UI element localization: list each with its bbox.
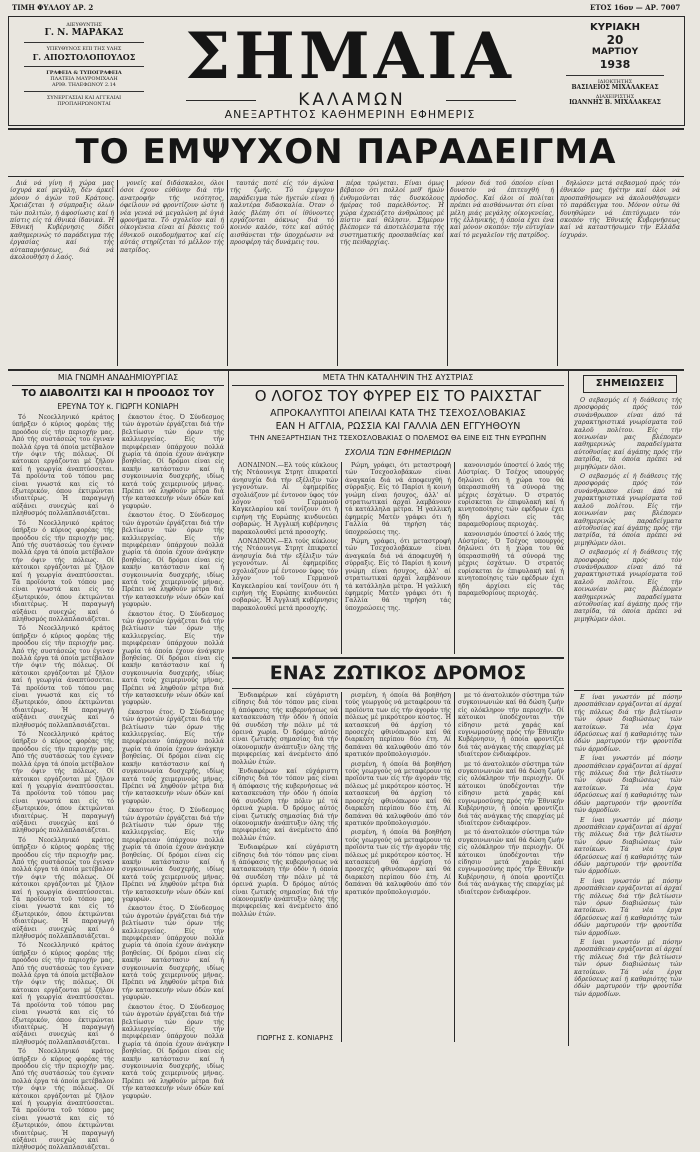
lead-bottom-rule	[8, 369, 684, 371]
center-article-deck-1: ΑΠΡΟΚΑΛΥΠΤΟΙ ΑΠΕΙΛΑΙ ΚΑΤΑ ΤΗΣ ΤΣΕΧΟΣΛΟΒΑΚΙΑΣ	[270, 408, 526, 419]
date-month: ΜΑΡΤΙΟΥ	[591, 47, 639, 57]
center-article-subhead: ΣΧΟΛΙΑ ΤΩΝ ΕΦΗΜΕΡΙΔΩΝ	[344, 448, 452, 457]
lead-column-2: γονεϊς καί διδάσκαλοι, όλοι όσοι έχουν εύθύνην διά τήν ανατροφήν τής νεότητος, όφείλουν νά φροντίζουν ώστε ή νέα γενεά νά μεγαλώνη μέ ύγιά φρονήματα. Τό σχολεϊον καί ή οίκογένεια είναι αί βάσεις τοϋ έθνικοϋ οικοδομήματος καί είς αύτάς στηρίζεται τό μέλλον τής πατρίδος.	[120, 180, 224, 254]
masthead-date-block	[552, 22, 678, 106]
masthead-left-info	[14, 22, 154, 107]
left-article-kicker: ΜΙΑ ΓΝΩΜΗ ΑΝΑΔΗΜΙΟΥΡΓΙΑΣ	[57, 373, 179, 382]
center-article-column-2: Ρώμη, γράφει, ότι μεταστροφή τών Τσεχοσλοβάκων είναι άναγκαία διά νά άποφευχθή ή σύρραξις. Είς τό Παρίσι ή κοινή γνώμη είναι ήσυχος, άλλ' αί στρατιωτικαί άρχαί λαμβάνουν τά κατάλληλα μέτρα. Ή γαλλική έφημερίς Ματέν γράφει ότι ή Γαλλία θά τηρήση τάς ύποχρεώσεις της. Ρώμη, γράφει, ότι μεταστροφή τών Τσεχοσλοβάκων είναι άναγκαία διά νά άποφευχθή ή σύρραξις. Είς τό Παρίσι ή κοινή γνώμη είναι ήσυχος, άλλ' αί στρατιωτικαί άρχαί λαμβάνουν τά κατάλληλα μέτρα. Ή γαλλική έφημερίς Ματέν γράφει ότι ή Γαλλία θά τηρήση τάς ύποχρεώσεις της.	[345, 462, 451, 612]
left-article-byline: ΕΡΕΥΝΑ ΤΟΥ κ. ΓΙΩΡΓΗ ΚΟΝΙΑΡΗ	[57, 402, 179, 411]
second-article-column-1: Ένδιαφέρων καί εύχάριστη είδησις διά τόν τόπον μας είναι ή άπόφασις τής κυβερνήσεως νά κατασκευάση τήν όδόν ή όποία θά συνδέση τήν πόλιν μέ τά όρεινά χωρία. Ό δρόμος αύτός είναι ζωτικής σημασίας διά τήν οίκονομικήν άνάπτυξιν όλης τής περιφερείας καί άνεμένετο άπό πολλών έτών. Ένδιαφέρων καί εύχάριστη είδησις διά τόν τόπον μας είναι ή άπόφασις τής κυβερνήσεως νά κατασκευάση τήν όδόν ή όποία θά συνδέση τήν πόλιν μέ τά όρεινά χωρία. Ό δρόμος αύτός είναι ζωτικής σημασίας διά τήν οίκονομικήν άνάπτυξιν όλης τής περιφερείας καί άνεμένετο άπό πολλών έτών. Ένδιαφέρων καί εύχάριστη είδησις διά τόν τόπον μας είναι ή άπόφασις τής κυβερνήσεως νά κατασκευάση τήν όδόν ή όποία θά συνδέση τήν πόλιν μέ τά όρεινά χωρία. Ό δρόμος αύτός είναι ζωτικής σημασίας διά τήν οίκονομικήν άνάπτυξιν όλης τής περιφερείας καί άνεμένετο άπό πολλών έτών.	[232, 692, 338, 918]
issue-label: ΕΤΟΣ 16ον — ΑΡ. 7007	[590, 3, 681, 12]
lead-column-5: μόνον διά τοϋ όποίου είναι δυνατόν νά έπιτευχθή ή πρόοδος. Καί όλοι οί πολίται πρέπει νά αισθάνωνται ότι είναι μέλη μιάς μεγάλης οίκογενείας, τής έλληνικής, ή όποία έχει ένα καί μόνον σκοπόν: τήν εύτυχίαν καί τό μεγαλεϊον τής πατρίδος.	[450, 180, 554, 239]
manager-name: ΙΩΑΝΝΗΣ Β. ΜΙΧΑΛΑΚΕΑΣ	[569, 99, 661, 106]
center-article-deck-2: ΕΑΝ Η ΑΓΓΛΙΑ, ΡΩΣΣΙΑ ΚΑΙ ΓΑΛΛΙΑ ΔΕΝ ΕΓΓΥΗΘΟΥΝ	[275, 421, 521, 432]
lead-column-6: δηλώσεν μετά σεβασμού πρός τόν έθνικόν μας ήγέτην καί όλοι νά προσπαθήσωμεν νά άκολουθήσωμεν τό παράδειγμα του. Μόνον ούτω θά δυνηθώμεν νά έπιτύχωμεν τόν σκοπόν τής Έθνικής Κυβερνήσεως καί νά καταστήσωμεν τήν Ελλάδα ίσχυράν.	[560, 180, 680, 239]
center-article-kicker: ΜΕΤΑ ΤΗΝ ΚΑΤΑΛΗΨΙΝ ΤΗΣ ΑΥΣΤΡΙΑΣ	[322, 373, 474, 382]
notice-line-1: ΣΥΝΕΡΓΑΣΙΑΙ ΚΑΙ ΑΓΓΕΛΙΑΙ	[46, 95, 122, 101]
lead-column-4: πέρα τρώγεται. Είναι όμως βέβαιον ότι πολλοί μεθ' ήμών ένθυμοϋνται τάς δυσκόλους ήμέρας τοϋ παρελθόντος. Ή χώρα έχρειάζετο άνθρώπους μέ πίστιν καί θέλησιν. Σήμερον βλέπομεν τά άποτελέσματα τής συστηματικής προσπαθείας καί τής πειθαρχίας.	[340, 180, 444, 247]
lead-headline: ΤΟ ΕΜΨΥΧΟΝ ΠΑΡΑΔΕΙΓΜΑ	[75, 132, 617, 172]
date-day: 20	[606, 33, 624, 47]
second-article-column-3: με τό άνατολικόν σύστημα τών συγκοινωνιών καί θά δώση ζωήν είς ολόκληρον τήν περιοχήν. Οί κάτοικοι ύποδέχονται τήν είδησιν μετά χαράς καί ευγνωμοσύνης πρός τήν Έθνικήν Κυβέρνησιν, ή όποία φροντίζει διά τάς ανάγκας τής επαρχίας μέ ιδιαίτερον ένδιαφέρον. με τό άνατολικόν σύστημα τών συγκοινωνιών καί θά δώση ζωήν είς ολόκληρον τήν περιοχήν. Οί κάτοικοι ύποδέχονται τήν είδησιν μετά χαράς καί ευγνωμοσύνης πρός τήν Έθνικήν Κυβέρνησιν, ή όποία φροντίζει διά τάς ανάγκας τής επαρχίας μέ ιδιαίτερον ένδιαφέρον. με τό άνατολικόν σύστημα τών συγκοινωνιών καί θά δώση ζωήν είς ολόκληρον τήν περιοχήν. Οί κάτοικοι ύποδέχονται τήν είδησιν μετά χαράς καί ευγνωμοσύνης πρός τήν Έθνικήν Κυβέρνησιν, ή όποία φροντίζει διά τάς ανάγκας τής επαρχίας μέ ιδιαίτερον ένδιαφέρον.	[458, 692, 564, 896]
director-name: Γ. Ν. ΜΑΡΑΚΑΣ	[44, 28, 124, 38]
newspaper-title: ΣΗΜΑΙΑ	[185, 19, 515, 94]
owner-name: ΒΑΣΙΛΕΙΟΣ ΜΙΧΑΛΑΚΕΑΣ	[571, 84, 659, 91]
subtitle-rule-right	[446, 100, 516, 101]
center-article-headline: Ο ΛΟΓΟΣ ΤΟΥ ΦΥΡΕΡ ΕΙΣ ΤΟ ΡΑΙΧΣΤΑΓ	[254, 387, 542, 405]
center-article-column-3: κανονισμόν ύποστεί ό λαός τής Αύστρίας. Ό Τσέχος υπουργός δηλώνει ότι ή χώρα του θά ύπερασπισθή τά σύνορά της μέχρις έσχάτων. Ό στρατός ευρίσκεται έν έπιφυλακή καί ή κινητοποίησις τών εφέδρων έχει ήδη άρχίσει είς τάς παραμεθορίους περιοχάς. κανονισμόν ύποστεί ό λαός τής Αύστρίας. Ό Τσέχος υπουργός δηλώνει ότι ή χώρα του θά ύπερασπισθή τά σύνορά της μέχρις έσχάτων. Ό στρατός ευρίσκεται έν έπιφυλακή καί ή κινητοποίησις τών εφέδρων έχει ήδη άρχίσει είς τάς παραμεθορίους περιοχάς.	[458, 462, 564, 597]
left-article-headline: ΤΟ ΔΙΑΒΟΛΙΤΣΙ ΚΑΙ Η ΠΡΟΟΔΟΣ ΤΟΥ	[21, 388, 215, 399]
lead-column-1: Διά νά γίνη ή χώρα μας ίσχυρά καί μεγάλη, δέν άρκεϊ μόνον ό άγών τοϋ Κράτους. Χρειάζεται ή σύμπραξις όλων τών πολιτών, ή άφοσίωσις καί ή πίστις είς τά έθνικά ίδανικά. Ή Έθνική Κυβέρνησις δίδει καθημερινώς τό παράδειγμα τής έργασίας καί τής αύταπαρνήσεως, διά νά άκολουθήση ό λαός.	[10, 180, 114, 262]
owner-label: ΙΔΙΟΚΤΗΤΗΣ	[597, 79, 633, 85]
second-article-headline: ΕΝΑΣ ΖΩΤΙΚΟΣ ΔΡΟΜΟΣ	[269, 662, 527, 684]
second-article-column-2: ρισμένη, ή όποία θά βοηθήση τούς γεωργούς νά μεταφέρουν τά προϊόντα των είς τήν άγοράν τής πόλεως μέ μικρότερον κόστος. Ή κατασκευή θά άρχίση τό προσεχές φθινόπωρον καί θά διαρκέση περίπου δύο έτη. Αί δαπάναι θά καλυφθούν άπό τόν κρατικόν προϋπολογισμόν. ρισμένη, ή όποία θά βοηθήση τούς γεωργούς νά μεταφέρουν τά προϊόντα των είς τήν άγοράν τής πόλεως μέ μικρότερον κόστος. Ή κατασκευή θά άρχίση τό προσεχές φθινόπωρον καί θά διαρκέση περίπου δύο έτη. Αί δαπάναι θά καλυφθούν άπό τόν κρατικόν προϋπολογισμόν. ρισμένη, ή όποία θά βοηθήση τούς γεωργούς νά μεταφέρουν τά προϊόντα των είς τήν άγοράν τής πόλεως μέ μικρότερον κόστος. Ή κατασκευή θά άρχίση τό προσεχές φθινόπωρον καί θά διαρκέση περίπου δύο έτη. Αί δαπάναι θά καλυφθούν άπό τόν κρατικόν προϋπολογισμόν.	[345, 692, 451, 896]
manager-label: ΔΙΑΧΕΙΡΙΣΤΗΣ	[595, 94, 635, 100]
newspaper-subtitle: ΚΑΛΑΜΩΝ	[298, 90, 406, 110]
phone-number: ΑΡΙΘ. ΤΗΛΕΦΩΝΟΥ 2.14	[52, 82, 116, 88]
notice-line-2: ΠΡΟΠΛΗΡΩΝΟΝΤΑΙ	[57, 101, 111, 107]
center-article-column-1: ΛΟΝΔΙΝΟΝ.—Ελ τούς κύκλους τής Ντάουνιγκ Στρητ έπικρατεί άνησυχία διά τήν εξέλιξιν τών γεγονότων. Αί έφημερίδες σχολιάζουν μέ έντονον ύφος τόν λόγον τοϋ Γερμανοϋ Καγκελαρίου καί τονίζουν ότι ή ειρήνη τής Ευρώπης κινδυνεύει σοβαρώς. Ή Άγγλική κυβέρνησις παρακολουθεί μετά προσοχής. ΛΟΝΔΙΝΟΝ.—Ελ τούς κύκλους τής Ντάουνιγκ Στρητ έπικρατεί άνησυχία διά τήν εξέλιξιν τών γεγονότων. Αί έφημερίδες σχολιάζουν μέ έντονον ύφος τόν λόγον τοϋ Γερμανοϋ Καγκελαρίου καί τονίζουν ότι ή ειρήνη τής Ευρώπης κινδυνεύει σοβαρώς. Ή Άγγλική κυβέρνησις παρακολουθεί μετά προσοχής.	[232, 462, 338, 612]
sidebar-paragraph-1: Ο σεβασμός εί ή διάθεσις τής προσφοράς πρός τόν συνάνθρωπον είναι άπό τά χαρακτηριστικά γνωρίσματα τοϋ καλοϋ πολίτου. Είς τήν κοινωνίαν μας βλέπομεν καθημερινώς παραδείγματα αύτοθυσίας καί άγάπης πρός τήν πατρίδα, τά όποία πρέπει νά μιμηθώμεν όλοι. Ο σεβασμός εί ή διάθεσις τής προσφοράς πρός τόν συνάνθρωπον είναι άπό τά χαρακτηριστικά γνωρίσματα τοϋ καλοϋ πολίτου. Είς τήν κοινωνίαν μας βλέπομεν καθημερινώς παραδείγματα αύτοθυσίας καί άγάπης πρός τήν πατρίδα, τά όποία πρέπει νά μιμηθώμεν όλοι. Ο σεβασμός εί ή διάθεσις τής προσφοράς πρός τόν συνάνθρωπον είναι άπό τά χαρακτηριστικά γνωρίσματα τοϋ καλοϋ πολίτου. Είς τήν κοινωνίαν μας βλέπομεν καθημερινώς παραδείγματα αύτοθυσίας καί άγάπης πρός τήν πατρίδα, τά όποία πρέπει νά μιμηθώμεν όλοι.	[574, 397, 682, 623]
offices-address: ΠΛΑΤΕΙΑ ΜΑΥΡΟΜΙΧΑΛΗ	[50, 76, 118, 82]
lead-column-3: ταυτάς ποτέ είς τόν άγώνα τής ζωής. Τό έμψυχον παράδειγμα τών ήγετών είναι ή καλυτέρα διδασκαλία. Όταν ό λαός βλέπη ότι οί ίθύνοντες εργάζονται άόκνως διά τό κοινόν καλόν, τότε καί αύτός αισθάνεται τήν ύποχρέωσιν νά προσφέρη τάς δυνάμεις του.	[230, 180, 334, 247]
left-article-column-1: Τό Νεοελληνικό κράτος ύπήρξεν ό κύριος φορέας τής προόδου είς τήν περιοχήν μας. Άπό τής συστάσεώς του έγιναν πολλά έργα τά όποία μετέβαλον τήν όψιν τής πόλεως. Οί κάτοικοι εργάζονται μέ ζήλον καί ή γεωργία άναπτύσσεται. Τά προϊόντα τοϋ τόπου μας είναι γνωστά και είς τό έξωτερικόν, όπου έκτιμώνται ιδιαιτέρως. Ή παραγωγή αύξάνει συνεχώς καί ό πληθυσμός πολλαπλασιάζεται. Τό Νεοελληνικό κράτος ύπήρξεν ό κύριος φορέας τής προόδου είς τήν περιοχήν μας. Άπό τής συστάσεώς του έγιναν πολλά έργα τά όποία μετέβαλον τήν όψιν τής πόλεως. Οί κάτοικοι εργάζονται μέ ζήλον καί ή γεωργία άναπτύσσεται. Τά προϊόντα τοϋ τόπου μας είναι γνωστά και είς τό έξωτερικόν, όπου έκτιμώνται ιδιαιτέρως. Ή παραγωγή αύξάνει συνεχώς καί ό πληθυσμός πολλαπλασιάζεται. Τό Νεοελληνικό κράτος ύπήρξεν ό κύριος φορέας τής προόδου είς τήν περιοχήν μας. Άπό τής συστάσεώς του έγιναν πολλά έργα τά όποία μετέβαλον τήν όψιν τής πόλεως. Οί κάτοικοι εργάζονται μέ ζήλον καί ή γεωργία άναπτύσσεται. Τά προϊόντα τοϋ τόπου μας είναι γνωστά και είς τό έξωτερικόν, όπου έκτιμώνται ιδιαιτέρως. Ή παραγωγή αύξάνει συνεχώς καί ό πληθυσμός πολλαπλασιάζεται. Τό Νεοελληνικό κράτος ύπήρξεν ό κύριος φορέας τής προόδου είς τήν περιοχήν μας. Άπό τής συστάσεώς του έγιναν πολλά έργα τά όποία μετέβαλον τήν όψιν τής πόλεως. Οί κάτοικοι εργάζονται μέ ζήλον καί ή γεωργία άναπτύσσεται. Τά προϊόντα τοϋ τόπου μας είναι γνωστά και είς τό έξωτερικόν, όπου έκτιμώνται ιδιαιτέρως. Ή παραγωγή αύξάνει συνεχώς καί ό πληθυσμός πολλαπλασιάζεται. Τό Νεοελληνικό κράτος ύπήρξεν ό κύριος φορέας τής προόδου είς τήν περιοχήν μας. Άπό τής συστάσεώς του έγιναν πολλά έργα τά όποία μετέβαλον τήν όψιν τής πόλεως. Οί κάτοικοι εργάζονται μέ ζήλον καί ή γεωργία άναπτύσσεται. Τά προϊόντα τοϋ τόπου μας είναι γνωστά και είς τό έξωτερικόν, όπου έκτιμώνται ιδιαιτέρως. Ή παραγωγή αύξάνει συνεχώς καί ό πληθυσμός πολλαπλασιάζεται. Τό Νεοελληνικό κράτος ύπήρξεν ό κύριος φορέας τής προόδου είς τήν περιοχήν μας. Άπό τής συστάσεώς του έγιναν πολλά έργα τά όποία μετέβαλον τήν όψιν τής πόλεως. Οί κάτοικοι εργάζονται μέ ζήλον καί ή γεωργία άναπτύσσεται. Τά προϊόντα τοϋ τόπου μας είναι γνωστά και είς τό έξωτερικόν, όπου έκτιμώνται ιδιαιτέρως. Ή παραγωγή αύξάνει συνεχώς καί ό πληθυσμός πολλαπλασιάζεται. Τό Νεοελληνικό κράτος ύπήρξεν ό κύριος φορέας τής προόδου είς τήν περιοχήν μας. Άπό τής συστάσεώς του έγιναν πολλά έργα τά όποία μετέβαλον τήν όψιν τής πόλεως. Οί κάτοικοι εργάζονται μέ ζήλον καί ή γεωργία άναπτύσσεται. Τά προϊόντα τοϋ τόπου μας είναι γνωστά και είς τό έξωτερικόν, όπου έκτιμώνται ιδιαιτέρως. Ή παραγωγή αύξάνει συνεχώς καί ό πληθυσμός πολλαπλασιάζεται.	[12, 414, 114, 1152]
day-name: ΚΥΡΙΑΚΗ	[590, 22, 640, 33]
second-article-byline: ΓΙΩΡΓΗΣ Σ. ΚΟΝΙΑΡΗΣ	[256, 1034, 334, 1042]
left-article-column-2: έκαστον έτος. Ό Σύνδεσμος τών άγροτών έργάζεται διά τήν βελτίωσιν τών όρων τής καλλιεργείας. Είς τήν περιφέρειαν ύπάρχουν πολλά χωρία τά όποία έχουν άνάγκην βοηθείας. Οί δρόμοι είναι είς κακήν κατάστασιν καί ή συγκοινωνία δυσχερής, ιδίως κατά τούς χειμερινούς μήνας. Πρέπει νά ληφθούν μέτρα διά τήν κατασκευήν νέων όδών καί γεφυρών. έκαστον έτος. Ό Σύνδεσμος τών άγροτών έργάζεται διά τήν βελτίωσιν τών όρων τής καλλιεργείας. Είς τήν περιφέρειαν ύπάρχουν πολλά χωρία τά όποία έχουν άνάγκην βοηθείας. Οί δρόμοι είναι είς κακήν κατάστασιν καί ή συγκοινωνία δυσχερής, ιδίως κατά τούς χειμερινούς μήνας. Πρέπει νά ληφθούν μέτρα διά τήν κατασκευήν νέων όδών καί γεφυρών. έκαστον έτος. Ό Σύνδεσμος τών άγροτών έργάζεται διά τήν βελτίωσιν τών όρων τής καλλιεργείας. Είς τήν περιφέρειαν ύπάρχουν πολλά χωρία τά όποία έχουν άνάγκην βοηθείας. Οί δρόμοι είναι είς κακήν κατάστασιν καί ή συγκοινωνία δυσχερής, ιδίως κατά τούς χειμερινούς μήνας. Πρέπει νά ληφθούν μέτρα διά τήν κατασκευήν νέων όδών καί γεφυρών. έκαστον έτος. Ό Σύνδεσμος τών άγροτών έργάζεται διά τήν βελτίωσιν τών όρων τής καλλιεργείας. Είς τήν περιφέρειαν ύπάρχουν πολλά χωρία τά όποία έχουν άνάγκην βοηθείας. Οί δρόμοι είναι είς κακήν κατάστασιν καί ή συγκοινωνία δυσχερής, ιδίως κατά τούς χειμερινούς μήνας. Πρέπει νά ληφθούν μέτρα διά τήν κατασκευήν νέων όδών καί γεφυρών. έκαστον έτος. Ό Σύνδεσμος τών άγροτών έργάζεται διά τήν βελτίωσιν τών όρων τής καλλιεργείας. Είς τήν περιφέρειαν ύπάρχουν πολλά χωρία τά όποία έχουν άνάγκην βοηθείας. Οί δρόμοι είναι είς κακήν κατάστασιν καί ή συγκοινωνία δυσχερής, ιδίως κατά τούς χειμερινούς μήνας. Πρέπει νά ληφθούν μέτρα διά τήν κατασκευήν νέων όδών καί γεφυρών. έκαστον έτος. Ό Σύνδεσμος τών άγροτών έργάζεται διά τήν βελτίωσιν τών όρων τής καλλιεργείας. Είς τήν περιφέρειαν ύπάρχουν πολλά χωρία τά όποία έχουν άνάγκην βοηθείας. Οί δρόμοι είναι είς κακήν κατάστασιν καί ή συγκοινωνία δυσχερής, ιδίως κατά τούς χειμερινούς μήνας. Πρέπει νά ληφθούν μέτρα διά τήν κατασκευήν νέων όδών καί γεφυρών. έκαστον έτος. Ό Σύνδεσμος τών άγροτών έργάζεται διά τήν βελτίωσιν τών όρων τής καλλιεργείας. Είς τήν περιφέρειαν ύπάρχουν πολλά χωρία τά όποία έχουν άνάγκην βοηθείας. Οί δρόμοι είναι είς κακήν κατάστασιν καί ή συγκοινωνία δυσχερής, ιδίως κατά τούς χειμερινούς μήνας. Πρέπει νά ληφθούν μέτρα διά τήν κατασκευήν νέων όδών καί γεφυρών.	[122, 414, 224, 1100]
editor-name: Γ. ΑΠΟΣΤΟΛΟΠΟΥΛΟΣ	[32, 52, 136, 62]
subtitle-rule-left	[186, 100, 256, 101]
editor-label: ΥΠΕΥΘΥΝΟΣ ΕΠΙ ΤΗΣ ΥΛΗΣ	[46, 46, 122, 52]
offices-label: ΓΡΑΦΕΙΑ & ΤΥΠΟΓΡΑΦΕΙΑ	[46, 70, 122, 76]
director-label: ΔΙΕΥΘΥΝΤΗΣ	[66, 22, 102, 28]
newspaper-tagline: ΑΝΕΞΑΡΤΗΤΟΣ ΚΑΘΗΜΕΡΙΝΗ ΕΦΗΜΕΡΙΣ	[224, 108, 476, 121]
center-article-deck-3: ΤΗΝ ΑΝΕΞΑΡΤΗΣΙΑΝ ΤΗΣ ΤΣΕΧΟΣΛΟΒΑΚΙΑΣ Ο ΠΟΛΕΜΟΣ ΘΑ ΕΙΝΕ ΕΙΣ ΤΗΝ ΕΥΡΩΠΗΝ	[249, 434, 547, 442]
lead-headline-rule	[8, 176, 684, 177]
price-label: ΤΙΜΗ ΦΥΛΛΟΥ ΔΡ. 2	[12, 3, 94, 12]
date-year: 1938	[599, 58, 631, 71]
sidebar-title: ΣΗΜΕΙΩΣΕΙΣ	[595, 378, 665, 389]
sidebar-paragraph-2: Ε ίναι γνωστόν μέ πόσην προσπάθειαν εργάζονται αί άρχαί τής πόλεως διά τήν βελτίωσιν τών όρων διαβιώσεως τών κατοίκων. Τά νέα έργα ύδρεύσεως καί ή καθαριότης τών όδών μαρτυρούν τήν φροντίδα τών άρμοδίων. Ε ίναι γνωστόν μέ πόσην προσπάθειαν εργάζονται αί άρχαί τής πόλεως διά τήν βελτίωσιν τών όρων διαβιώσεως τών κατοίκων. Τά νέα έργα ύδρεύσεως καί ή καθαριότης τών όδών μαρτυρούν τήν φροντίδα τών άρμοδίων. Ε ίναι γνωστόν μέ πόσην προσπάθειαν εργάζονται αί άρχαί τής πόλεως διά τήν βελτίωσιν τών όρων διαβιώσεως τών κατοίκων. Τά νέα έργα ύδρεύσεως καί ή καθαριότης τών όδών μαρτυρούν τήν φροντίδα τών άρμοδίων. Ε ίναι γνωστόν μέ πόσην προσπάθειαν εργάζονται αί άρχαί τής πόλεως διά τήν βελτίωσιν τών όρων διαβιώσεως τών κατοίκων. Τά νέα έργα ύδρεύσεως καί ή καθαριότης τών όδών μαρτυρούν τήν φροντίδα τών άρμοδίων. Ε ίναι γνωστόν μέ πόσην προσπάθειαν εργάζονται αί άρχαί τής πόλεως διά τήν βελτίωσιν τών όρων διαβιώσεως τών κατοίκων. Τά νέα έργα ύδρεύσεως καί ή καθαριότης τών όδών μαρτυρούν τήν φροντίδα τών άρμοδίων.	[574, 694, 682, 998]
